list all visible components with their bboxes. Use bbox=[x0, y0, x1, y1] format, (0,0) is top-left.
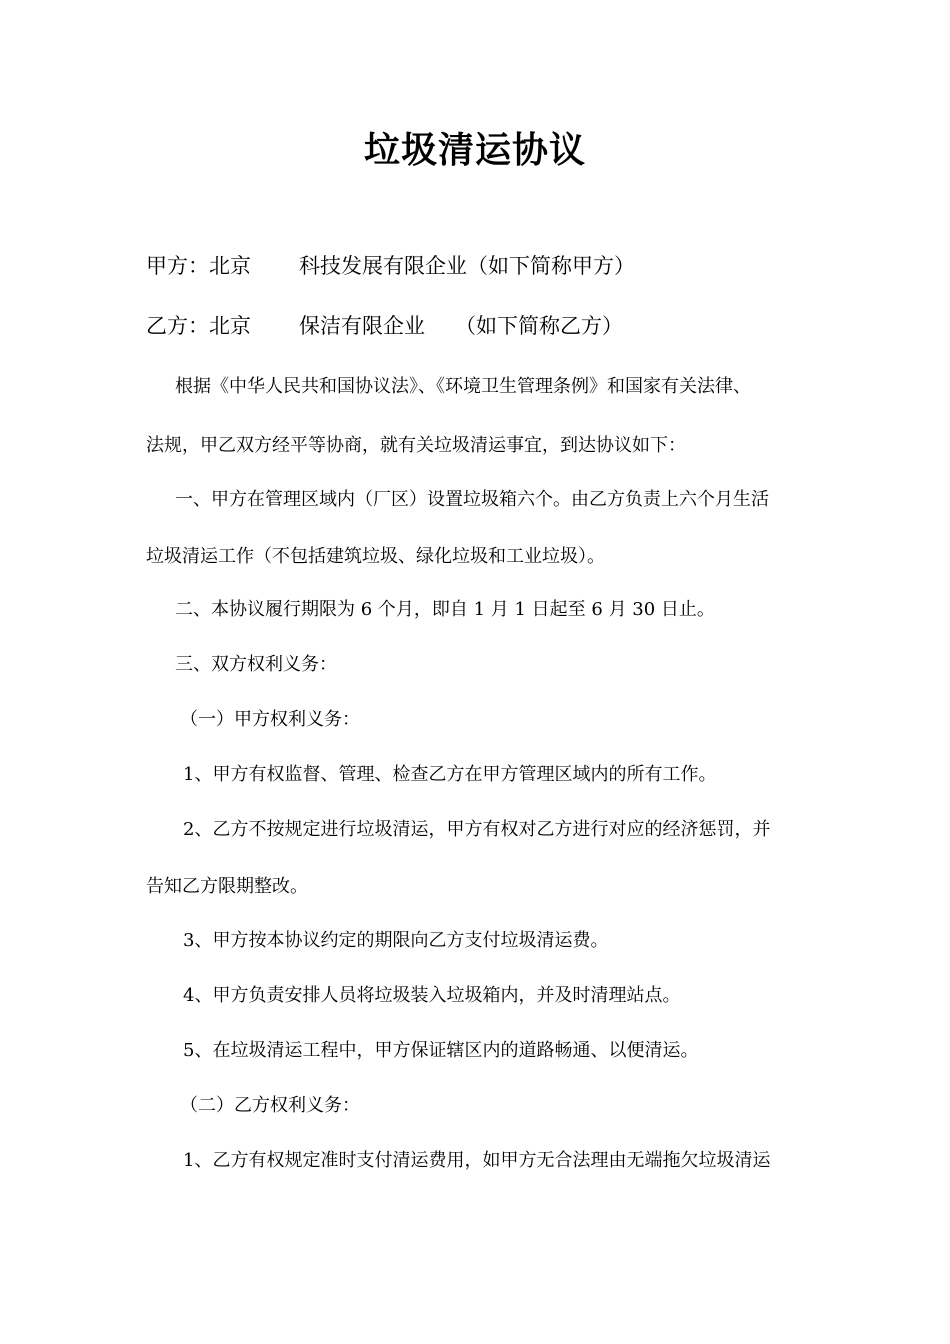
body-line: 告知乙方限期整改。 bbox=[146, 876, 308, 897]
party-b-name: 保洁有限企业 bbox=[299, 314, 425, 338]
body-line: 法规，甲乙双方经平等协商，就有关垃圾清运事宜，到达协议如下： bbox=[146, 435, 686, 456]
body-line: 三、双方权利义务： bbox=[175, 654, 337, 675]
body-line: 5、在垃圾清运工程中，甲方保证辖区内的道路畅通、以便清运。 bbox=[183, 1040, 699, 1061]
body-line: 一、甲方在管理区域内（厂区）设置垃圾箱六个。由乙方负责上六个月生活 bbox=[175, 489, 769, 510]
document-title: 垃圾清运协议 bbox=[363, 129, 586, 171]
party-b-line bbox=[146, 311, 623, 341]
body-line: 3、甲方按本协议约定的期限向乙方支付垃圾清运费。 bbox=[183, 930, 609, 951]
body-line: 根据《中华人民共和国协议法》、《环境卫生管理条例》和国家有关法律、 bbox=[175, 376, 751, 397]
body-line: （二）乙方权利义务： bbox=[180, 1095, 360, 1116]
party-b-alias: （如下简称乙方） bbox=[455, 314, 623, 338]
body-line: 4、甲方负责安排人员将垃圾装入垃圾箱内，并及时清理站点。 bbox=[183, 985, 681, 1006]
body-line: （一）甲方权利义务： bbox=[180, 709, 360, 730]
body-line: 2、乙方不按规定进行垃圾清运，甲方有权对乙方进行对应的经济惩罚，并 bbox=[183, 819, 771, 840]
party-a-line bbox=[146, 251, 635, 281]
body-line: 1、乙方有权规定准时支付清运费用，如甲方无合法理由无端拖欠垃圾清运 bbox=[183, 1150, 771, 1171]
body-line: 1、甲方有权监督、管理、检查乙方在甲方管理区域内的所有工作。 bbox=[183, 764, 717, 785]
party-a-label: 甲方：北京 bbox=[146, 254, 251, 278]
body-line: 垃圾清运工作（不包括建筑垃圾、绿化垃圾和工业垃圾）。 bbox=[146, 546, 605, 567]
party-a-name: 科技发展有限企业（如下简称甲方） bbox=[299, 254, 635, 278]
party-b-label: 乙方：北京 bbox=[146, 314, 251, 338]
body-line: 二、本协议履行期限为 6 个月，即自 1 月 1 日起至 6 月 30 日止。 bbox=[175, 599, 715, 620]
